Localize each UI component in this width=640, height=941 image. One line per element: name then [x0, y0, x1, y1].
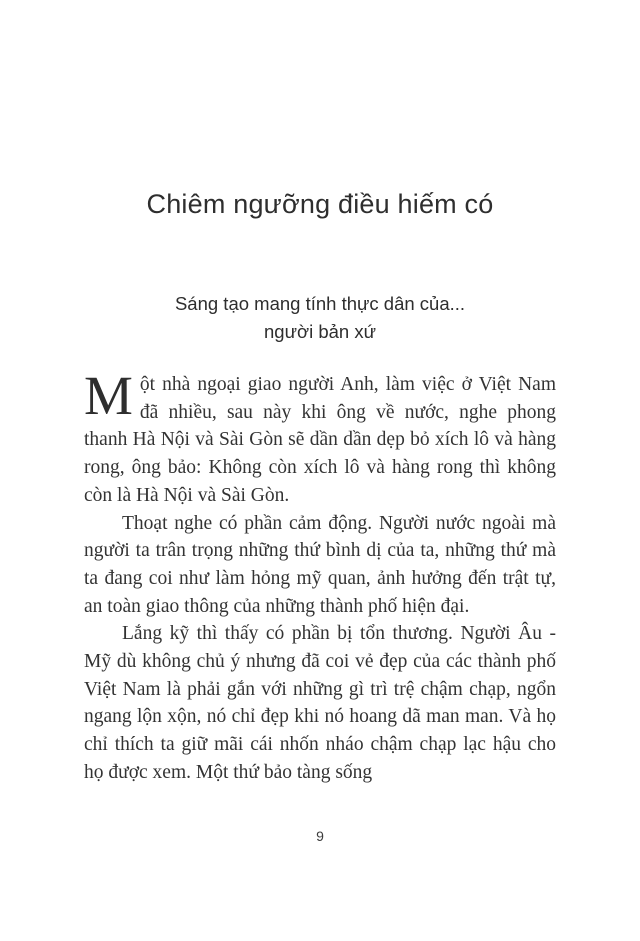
- subtitle-line-1: Sáng tạo mang tính thực dân của...: [174, 293, 466, 314]
- paragraph-1: [84, 365, 556, 510]
- paragraph-2: Thoạt nghe có phần cảm động. Người nước ngoài mà người ta trân trọng những thứ bình dị của ta, những thứ mà ta đang coi như làm hỏng mỹ quan, ảnh hưởng đến trật tự, an toàn giao thông của những thành phố hiện đại.: [84, 512, 556, 617]
- body-text: [84, 365, 556, 787]
- page-number: 9: [316, 828, 324, 844]
- paragraph-1-text: ột nhà ngoại giao người Anh, làm việc ở Việt Nam đã nhiều, sau này khi ông về nước, nghe phong thanh Hà Nội và Sài Gòn sẽ dần dần dẹp bỏ xích lô và hàng rong, ông bảo: Không còn xích lô và hàng rong thì không còn là Hà Nội và Sài Gòn.: [84, 374, 556, 506]
- drop-cap: M: [84, 365, 133, 426]
- subtitle-line-2: người bản xứ: [264, 321, 376, 342]
- chapter-title: Chiêm ngưỡng điều hiếm có: [146, 189, 494, 219]
- section-subtitle: [0, 290, 640, 346]
- paragraph-3: Lắng kỹ thì thấy có phần bị tổn thương. Người Âu - Mỹ dù không chủ ý nhưng đã coi vẻ đẹp của các thành phố Việt Nam là phải gắn với những gì trì trệ chậm chạp, ngổn ngang lộn xộn, nó chỉ đẹp khi nó hoang dã man man. Và họ chỉ thích ta giữ mãi cái nhốn nháo chậm chạp lạc hậu cho họ được xem. Một thứ bảo tàng sống: [84, 623, 556, 783]
